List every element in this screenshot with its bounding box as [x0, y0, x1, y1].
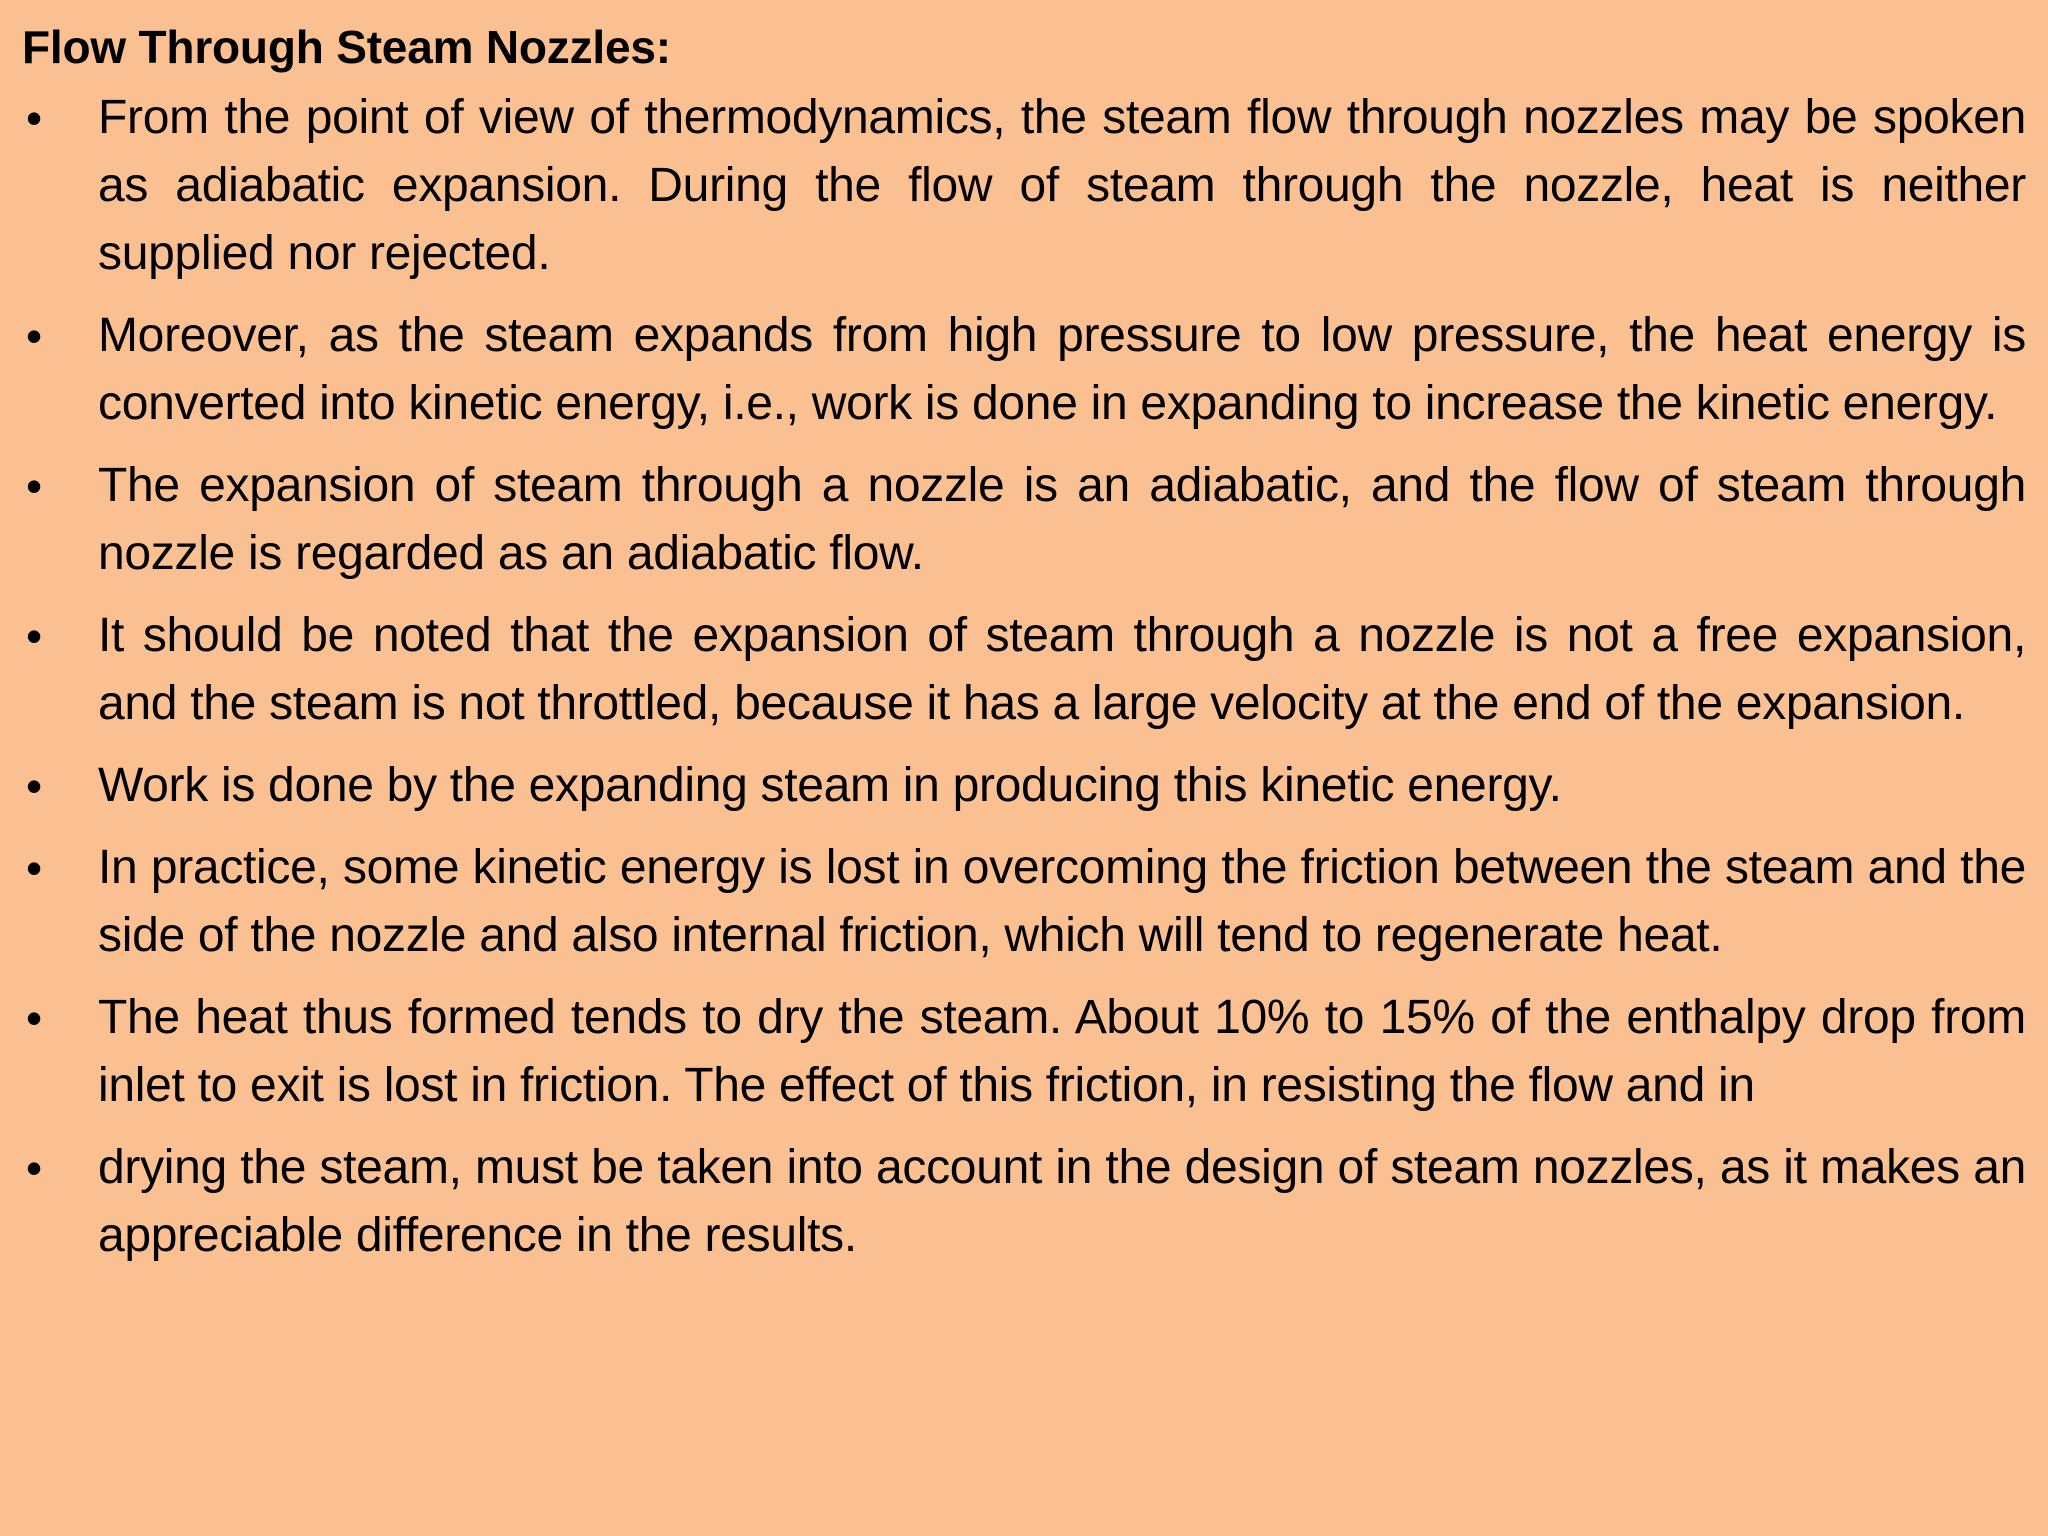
bullet-item-2: [22, 302, 2026, 438]
bullet-text: In practice, some kinetic energy is lost in overcoming the friction between the steam and the side of the nozzle and also internal friction, which will tend to regenerate heat.: [98, 841, 2026, 962]
bullet-text: The expansion of steam through a nozzle is an adiabatic, and the flow of steam through nozzle is regarded as an adiabatic flow.: [98, 459, 2026, 580]
bullet-dot-icon: •: [26, 992, 43, 1044]
bullet-item-5: [22, 752, 2026, 820]
bullet-item-6: [22, 834, 2026, 970]
bullet-dot-icon: •: [26, 610, 43, 662]
bullet-item-4: [22, 602, 2026, 738]
bullet-dot-icon: •: [26, 1142, 43, 1194]
bullet-text: drying the steam, must be taken into account in the design of steam nozzles, as it makes an appreciable difference in the results.: [98, 1141, 2026, 1262]
bullet-item-8: [22, 1134, 2026, 1270]
bullet-dot-icon: •: [26, 310, 43, 362]
bullet-item-3: [22, 452, 2026, 588]
bullet-dot-icon: •: [26, 460, 43, 512]
bullet-text: The heat thus formed tends to dry the steam. About 10% to 15% of the enthalpy drop from inlet to exit is lost in friction. The effect of this friction, in resisting the flow and in: [98, 991, 2026, 1112]
bullet-item-7: [22, 984, 2026, 1120]
bullet-dot-icon: •: [26, 842, 43, 894]
bullet-text: It should be noted that the expansion of steam through a nozzle is not a free expansion, and the steam is not throttled, because it has a large velocity at the end of the expansion.: [98, 609, 2026, 730]
bullet-dot-icon: •: [26, 92, 43, 144]
bullet-text: Moreover, as the steam expands from high pressure to low pressure, the heat energy is converted into kinetic energy, i.e., work is done in expanding to increase the kinetic energy.: [98, 309, 2026, 430]
bullet-text: Work is done by the expanding steam in producing this kinetic energy.: [98, 759, 1562, 812]
bullet-text: From the point of view of thermodynamics, the steam flow through nozzles may be spoken as adiabatic expansion. During the flow of steam through the nozzle, heat is neither supplied nor rejected.: [98, 91, 2026, 280]
slide-title: Flow Through Steam Nozzles:: [22, 21, 671, 73]
bullet-item-1: [22, 84, 2026, 288]
bullet-dot-icon: •: [26, 760, 43, 812]
bullet-list: [22, 84, 2026, 1270]
